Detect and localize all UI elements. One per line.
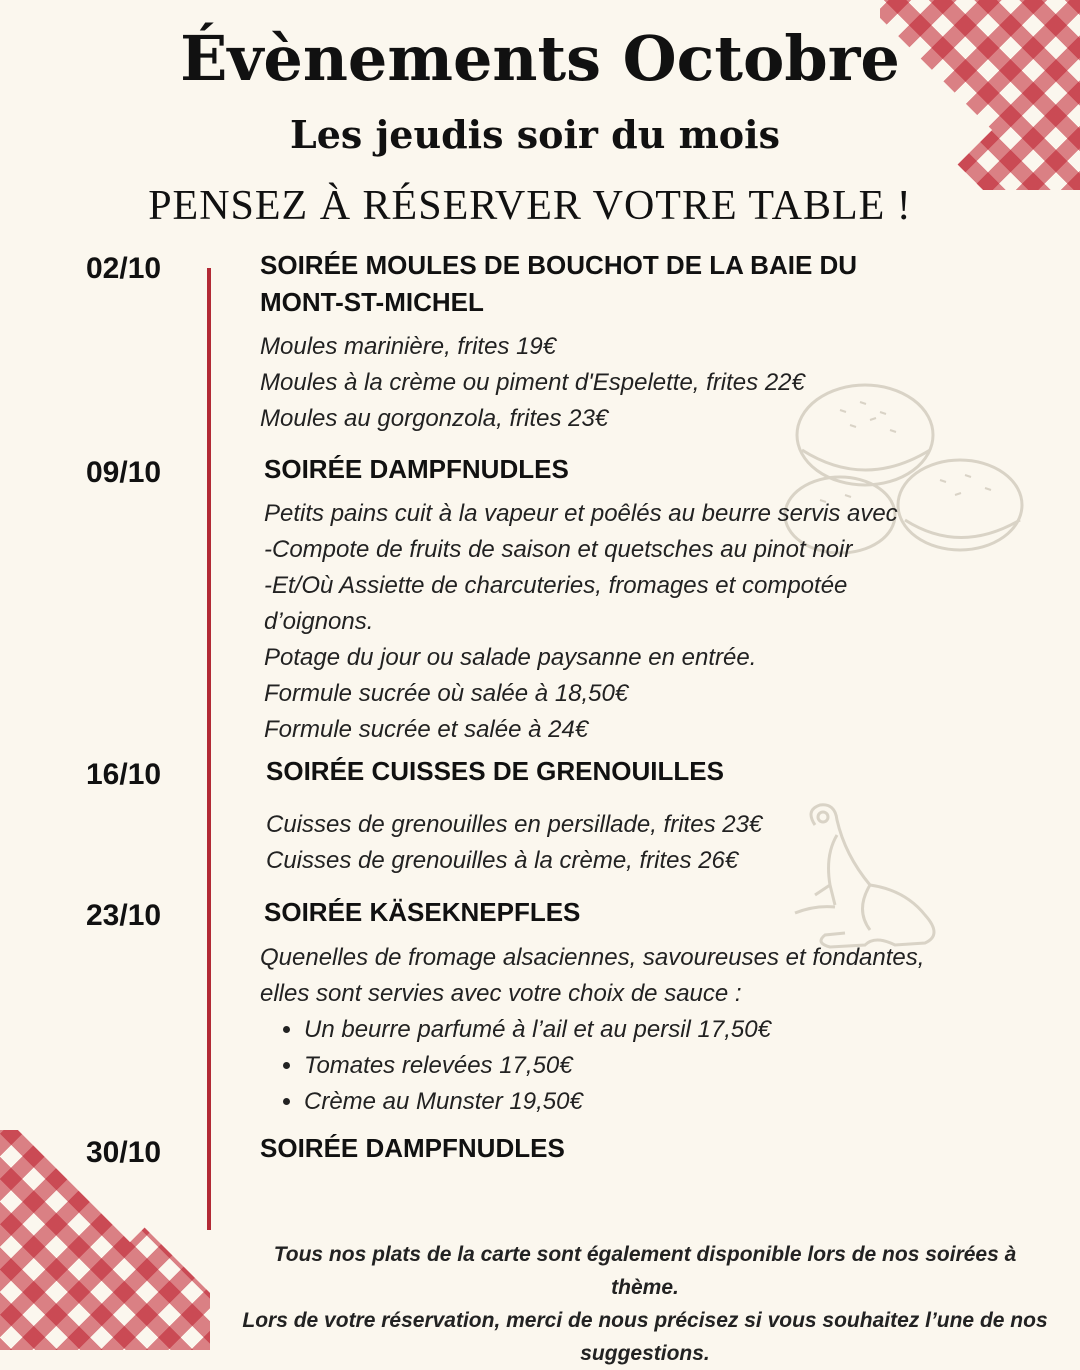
event-date: 23/10 [86,899,162,932]
page-subtitle: Les jeudis soir du mois [290,112,780,157]
menu-line: Moules marinière, frites 19€ [260,333,557,360]
menu-line: elles sont servies avec votre choix de sauce : [260,980,742,1007]
menu-line: Potage du jour ou salade paysanne en entrée. [264,644,757,671]
menu-line: -Compote de fruits de saison et quetsches au pinot noir [264,536,853,563]
list-item: • Tomates relevées 17,50€ [304,1048,960,1084]
menu-line: Moules au gorgonzola, frites 23€ [260,405,609,432]
menu-line: Cuisses de grenouilles à la crème, frites 26€ [266,847,739,874]
event-title: SOIRÉE DAMPFNUDLES [260,1133,565,1163]
menu-line: Moules à la crème ou piment d'Espelette, frites 22€ [260,369,805,396]
menu-line: -Et/Où Assiette de charcuteries, fromages et compotée [264,572,848,599]
menu-line: Cuisses de grenouilles en persillade, frites 23€ [266,811,763,838]
event-description [264,496,964,748]
list-item: • Crème au Munster 19,50€ [304,1084,960,1120]
event-date: 16/10 [86,758,162,791]
list-item: • Un beurre parfumé à l’ail et au persil 17,50€ [304,1012,960,1048]
page-title: Évènements Octobre [180,22,900,95]
event-description [260,329,960,437]
timeline-line [207,268,211,1230]
event-title: SOIRÉE MOULES DE BOUCHOT DE LA BAIE DU MONT-ST-MICHEL [260,250,858,317]
event-date: 09/10 [86,456,162,489]
menu-line: d’oignons. [264,608,374,635]
event-title: SOIRÉE KÄSEKNEPFLES [264,897,581,927]
menu-line: Formule sucrée et salée à 24€ [264,716,589,743]
event-date: 02/10 [86,252,162,285]
menu-line: Quenelles de fromage alsaciennes, savoureuses et fondantes, [260,944,925,971]
footer-line: Tous nos plats de la carte sont également disponible lors de nos soirées à thème. [273,1243,1017,1299]
reserve-notice: PENSEZ À RÉSERVER VOTRE TABLE ! [148,183,912,229]
event-date: 30/10 [86,1136,162,1169]
menu-line: Formule sucrée où salée à 18,50€ [264,680,629,707]
menu-line: Petits pains cuit à la vapeur et poêlés au beurre servis avec [264,500,898,527]
footer-note [240,1238,1050,1370]
sauce-list [260,1012,960,1120]
event-title: SOIRÉE CUISSES DE GRENOUILLES [266,756,724,786]
footer-line: Lors de votre réservation, merci de nous précisez si vous souhaitez l’une de nos suggestions. [242,1309,1048,1365]
event-description [260,940,960,1120]
event-title: SOIRÉE DAMPFNUDLES [264,454,569,484]
event-description [266,807,966,879]
